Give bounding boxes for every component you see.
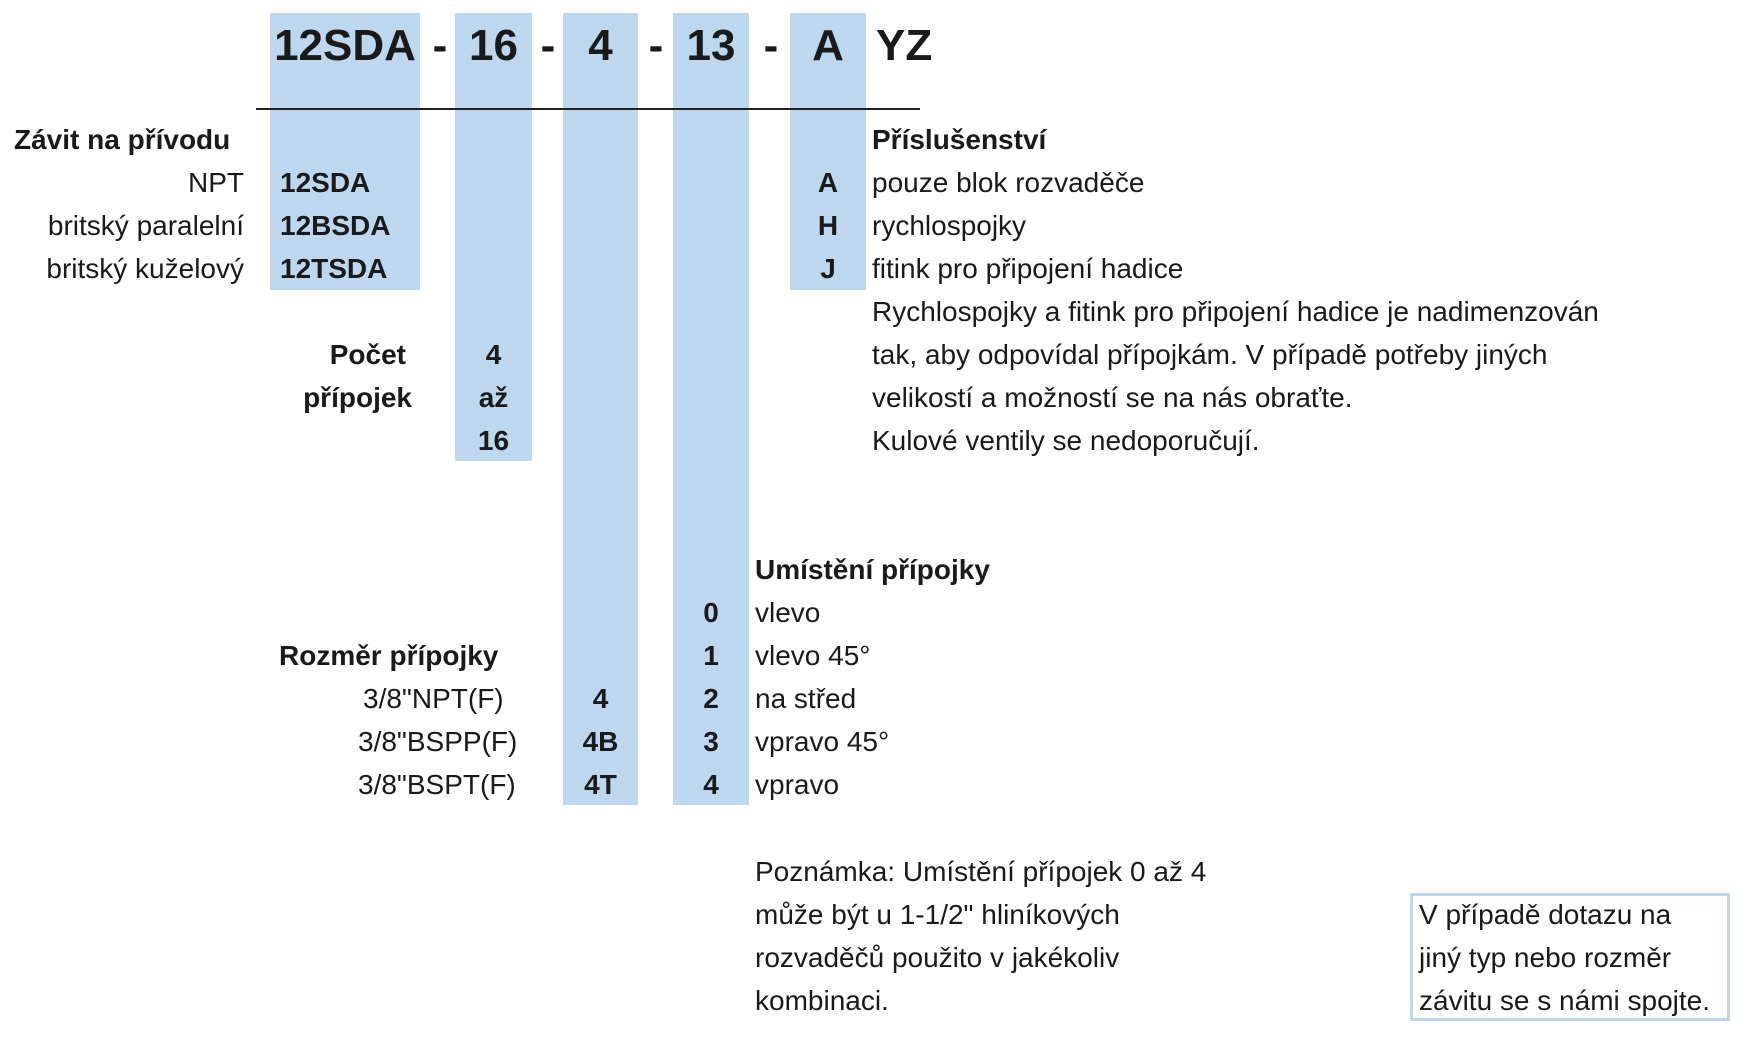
code-part-accessories: A [812,21,844,70]
port-location-label: vlevo 45° [755,640,871,671]
accessories-code: H [817,210,839,241]
port-location-code: 3 [703,726,719,757]
accessories-note-line: Kulové ventily se nedoporučují. [872,425,1260,456]
thread-title: Závit na přívodu [14,124,231,155]
accessories-label: pouze blok rozvaděče [872,167,1145,198]
accessories-code: A [817,167,839,198]
thread-code: 12BSDA [280,210,391,241]
code-separator: - [432,21,448,70]
port-size-label: 3/8"BSPT(F) [358,769,516,800]
ports-count-value: 4 [485,339,502,370]
ports-count-title: Počet [329,339,406,370]
port-location-code: 4 [703,769,719,800]
code-part-port-size: 4 [588,21,613,70]
port-size-code: 4 [592,683,609,714]
code-part-ports-count: 16 [469,21,518,70]
accessories-note-line: tak, aby odpovídal přípojkám. V případě potřeby jiných [872,339,1548,370]
note-line: kombinaci. [755,985,889,1016]
code-part-port-location: 13 [686,21,736,70]
port-location-title: Umístění přípojky [755,554,990,585]
contact-box [1410,893,1730,1021]
port-location-label: vpravo [755,769,840,800]
code-part-thread: 12SDA [274,21,416,70]
port-location-label: vlevo [755,597,821,628]
thread-code: 12TSDA [280,253,388,284]
port-location-code: 0 [703,597,719,628]
accessories-label: fitink pro připojení hadice [872,253,1184,284]
accessories-note-line: Rychlospojky a fitink pro připojení hadice je nadimenzován [872,296,1599,327]
note-line: rozvaděčů použito v jakékoliv [755,942,1120,973]
port-size-code: 4B [582,726,619,757]
port-size-code: 4T [584,769,617,800]
ports-count-value: až [478,382,509,413]
port-location-label: na střed [755,683,857,714]
thread-label: NPT [188,167,244,198]
thread-label: britský paralelní [47,210,244,241]
accessories-note-line: velikostí a možností se na nás obraťte. [872,382,1353,413]
contact-line: závitu se s námi spojte. [1419,985,1711,1016]
code-part-suffix: YZ [876,21,933,70]
contact-line: V případě dotazu na [1419,899,1672,930]
accessories-label: rychlospojky [872,210,1027,241]
code-separator: - [763,21,779,70]
port-location-code: 2 [703,683,719,714]
port-location-code: 1 [703,640,719,671]
accessories-title: Příslušenství [872,124,1047,155]
port-size-title: Rozměr přípojky [279,640,499,671]
code-separator: - [648,21,664,70]
port-location-label: vpravo 45° [755,726,890,757]
note-line: může být u 1-1/2" hliníkových [755,899,1120,930]
accessories-code: J [820,253,836,284]
ports-count-value: 16 [477,425,510,456]
thread-code: 12SDA [280,167,371,198]
ports-count-title: přípojek [303,382,412,413]
code-separator: - [540,21,556,70]
thread-label: britský kuželový [46,253,244,284]
header-underline [256,108,920,110]
contact-line: jiný typ nebo rozměr [1419,942,1672,973]
port-size-label: 3/8"BSPP(F) [358,726,518,757]
port-size-label: 3/8"NPT(F) [363,683,504,714]
note-line: Poznámka: Umístění přípojek 0 až 4 [755,856,1207,887]
